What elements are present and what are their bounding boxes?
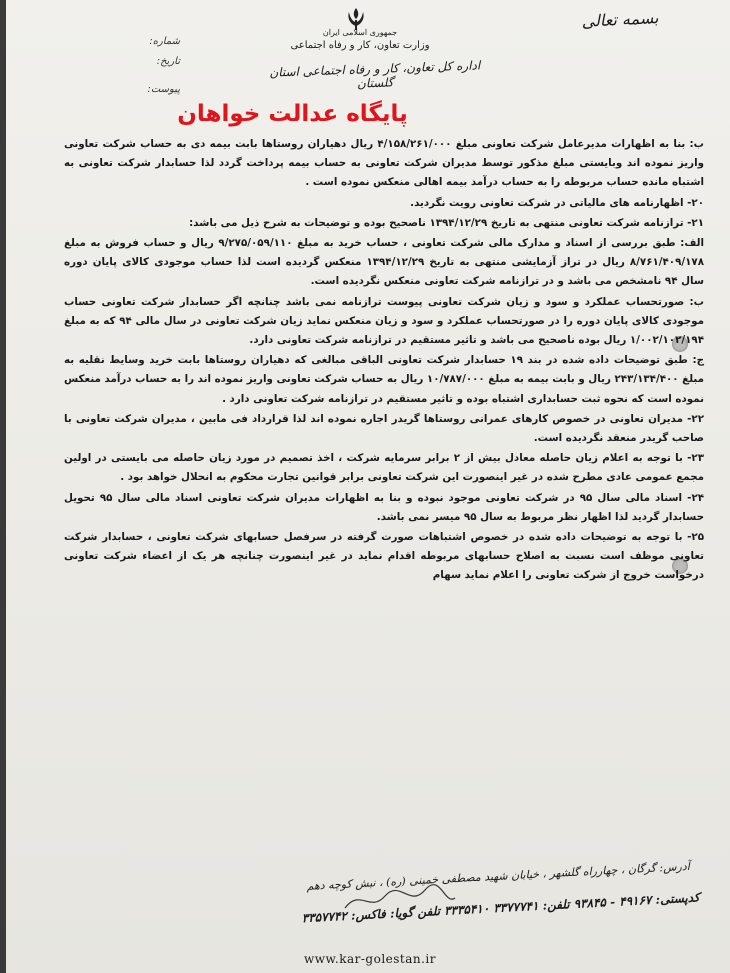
paragraph: ب: بنا به اظهارات مدیرعامل شرکت تعاونی مبلغ ۴/۱۵۸/۲۶۱/۰۰۰ ریال دهیاران روستاها بابت بیمه دی به حساب شرکت تعاونی واریز نموده اند وبایستی مبلغ مذکور توسط مدیران شرکت تعاونی به حساب بیمه پرداخت گردد لذا حسابدار شرکت تعاونی به اشتباه مانده حساب مربوطه را به حساب درآمد بیمه اهالی منعکس نموده است . bbox=[64, 138, 704, 189]
watermark: پایگاه عدالت خواهان bbox=[177, 101, 408, 127]
paragraph: ج: طبق توضیحات داده شده در بند ۱۹ حسابدار شرکت تعاونی الباقی مبالغی که دهیاران روستاها بابت خرید وسایط نقلیه به مبلغ ۲۴۳/۱۳۴/۴۰۰ ریال و بابت بیمه به مبلغ ۱۰/۷۸۷/۰۰۰ ریال به حساب شرکت تعاونی واریز نموده اند را به حساب درآمد منعکس نموده است که نحوه ثبت حسابداری اشتباه بوده و تاثیر مستقیم در ترازنامه شرکت تعاونی دارد . bbox=[64, 354, 705, 405]
number-label: شماره: bbox=[149, 36, 180, 47]
paragraph: ۲۴- اسناد مالی سال ۹۵ در شرکت تعاونی موجود نبوده و بنا به اظهارات مدیران شرکت تعاونی اسناد مالی سال ۹۵ تحویل حسابدار گردید لذا اظهار نظر مربوط به سال ۹۵ میسر نمی باشد. bbox=[64, 491, 705, 523]
contact-info: کدپستی: ۴۹۱۶۷ - ۹۳۸۴۵ تلفن: ۳۳۷۷۷۴۱ ۳۳۳۵۴۱۰ تلفن گویا: فاکس: ۳۳۵۷۷۴۲ bbox=[301, 890, 701, 926]
website-link[interactable]: www.kar-golestan.ir bbox=[303, 952, 437, 966]
attachment-label: پیوست: bbox=[147, 84, 180, 95]
paragraph: ۲۵- با توجه به توضیحات داده شده در خصوص اشتباهات صورت گرفته در سرفصل حسابهای شرکت تعاونی ، حسابدار شرکت تعاونی موظف است نسبت به اصلاح حسابهای مربوطه اقدام نماید در غیر اینصورت چنانچه هر یک از اعضاء شرکت تعاونی درخواست خروج از شرکت تعاونی را اعلام نماید سهام bbox=[64, 531, 704, 582]
paragraph: ۲۳- با توجه به اعلام زیان حاصله معادل بیش از ۲ برابر سرمایه شرکت ، اخذ تصمیم در مورد زیان حاصله می بایستی در اولین مجمع عمومی عادی مطرح شده در غیر اینصورت این شرکت تعاونی برابر قوانین تجارت محکوم به انحلال خواهد بود . bbox=[64, 452, 704, 484]
paragraph: ۲۰- اظهارنامه های مالیاتی در شرکت تعاونی رویت نگردید. bbox=[410, 196, 704, 209]
date-label: تاریخ: bbox=[156, 56, 180, 67]
paragraph: ب: صورتحساب عملکرد و سود و زیان شرکت تعاونی پیوست ترازنامه نمی باشد چنانچه اگر حسابدار شرکت تعاونی حساب موجودی کالای پایان دوره را در صورتحساب عملکرد و سود و زیان منعکس نماید زیان شرکت تعاونی در سال مالی ۹۴ که به مبلغ ۱/۰۰۲/۱۰۲/۱۹۴ ریال بوده ناصحیح می باشد و تاثیر مستقیم در ترازنامه شرکت تعاونی دارد. bbox=[64, 295, 704, 347]
scan-edge bbox=[0, 0, 6, 973]
org-line-3: اداره کل تعاون، کار و رفاه اجتماعی استان گلستان bbox=[269, 58, 481, 91]
paragraph: الف: طبق بررسی از اسناد و مدارک مالی شرکت تعاونی ، حساب خرید به مبلغ ۹/۲۷۵/۰۵۹/۱۱۰ ریال و حساب فروش به مبلغ ۸/۷۶۱/۴۰۹/۱۷۸ ریال در تراز آزمایشی منتهی به تاریخ ۱۳۹۴/۱۲/۲۹ منعکس گردیده است لذا حساب موجودی کالای پایان دوره سال ۹۴ نامشخص می باشد و در ترازنامه شرکت تعاونی منعکس نگردیده است. bbox=[64, 237, 704, 288]
paragraph: ۲۱- ترازنامه شرکت تعاونی منتهی به تاریخ ۱۳۹۴/۱۲/۲۹ ناصحیح بوده و توضیحات به شرح ذیل می باشد: bbox=[189, 216, 704, 229]
org-line-2: وزارت تعاون، کار و رفاه اجتماعی bbox=[290, 40, 430, 51]
letter-body bbox=[64, 135, 704, 587]
letterhead-footer bbox=[0, 858, 730, 973]
paragraph: ۲۲- مدیران تعاونی در خصوص کارهای عمرانی روستاها گریدر اجاره نموده اند لذا قرارداد فی مابین ، مدیران شرکت تعاونی با صاحب گریدر منعقد نگردیده است. bbox=[64, 412, 704, 445]
org-line-1: جمهوری اسلامی ایران bbox=[322, 28, 398, 37]
basmala: بسمه تعالی bbox=[581, 8, 659, 31]
address: آدرس: گرگان ، چهارراه گلشهر ، خیابان شهید مصطفی خمینی (ره) ، نبش کوچه دهم bbox=[306, 859, 691, 893]
